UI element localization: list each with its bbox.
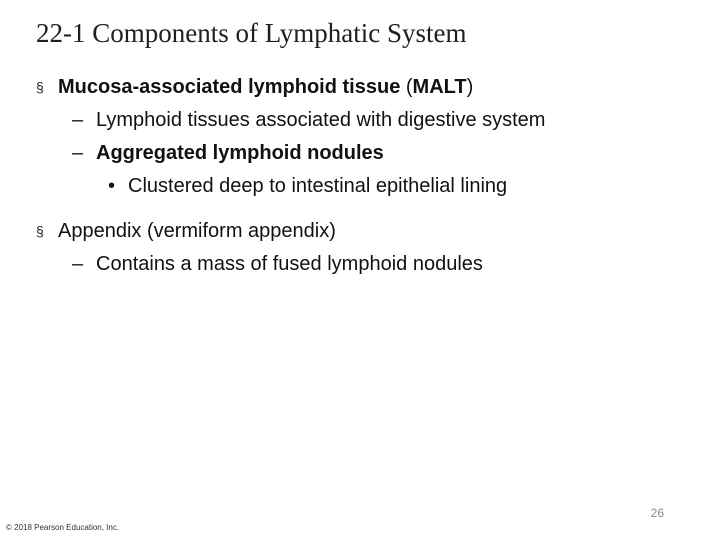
square-bullet-icon: § bbox=[36, 79, 44, 95]
malt-paren-open: ( bbox=[400, 76, 413, 98]
copyright-notice: © 2018 Pearson Education, Inc. bbox=[6, 523, 120, 532]
sub-item-text: Contains a mass of fused lymphoid nodules bbox=[96, 253, 483, 275]
dot-bullet-icon: • bbox=[108, 175, 116, 197]
slide-title: 22-1 Components of Lymphatic System bbox=[36, 18, 467, 48]
sub-item-aggregated bbox=[36, 141, 696, 165]
malt-paren-close: ) bbox=[466, 76, 474, 98]
sub-item-text: Aggregated lymphoid nodules bbox=[96, 142, 384, 164]
sub-item-digestive bbox=[36, 108, 696, 132]
page-number: 26 bbox=[650, 506, 664, 520]
section-spacer bbox=[36, 198, 696, 219]
sub-item-fused bbox=[36, 252, 696, 276]
sub-sub-item-clustered bbox=[36, 174, 696, 198]
dash-bullet-icon: – bbox=[72, 253, 84, 275]
dash-bullet-icon: – bbox=[72, 142, 84, 164]
square-bullet-icon: § bbox=[36, 223, 44, 239]
malt-heading: Mucosa-associated lymphoid tissue bbox=[58, 76, 401, 98]
appendix-heading: Appendix (vermiform appendix) bbox=[58, 220, 336, 242]
slide-content bbox=[36, 75, 696, 276]
sub-sub-item-text: Clustered deep to intestinal epithelial lining bbox=[128, 175, 508, 197]
sub-item-text: Lymphoid tissues associated with digestive system bbox=[96, 109, 546, 131]
bullet-malt bbox=[36, 75, 696, 99]
dash-bullet-icon: – bbox=[72, 109, 84, 131]
malt-abbreviation: MALT bbox=[412, 76, 467, 98]
bullet-appendix bbox=[36, 219, 696, 243]
